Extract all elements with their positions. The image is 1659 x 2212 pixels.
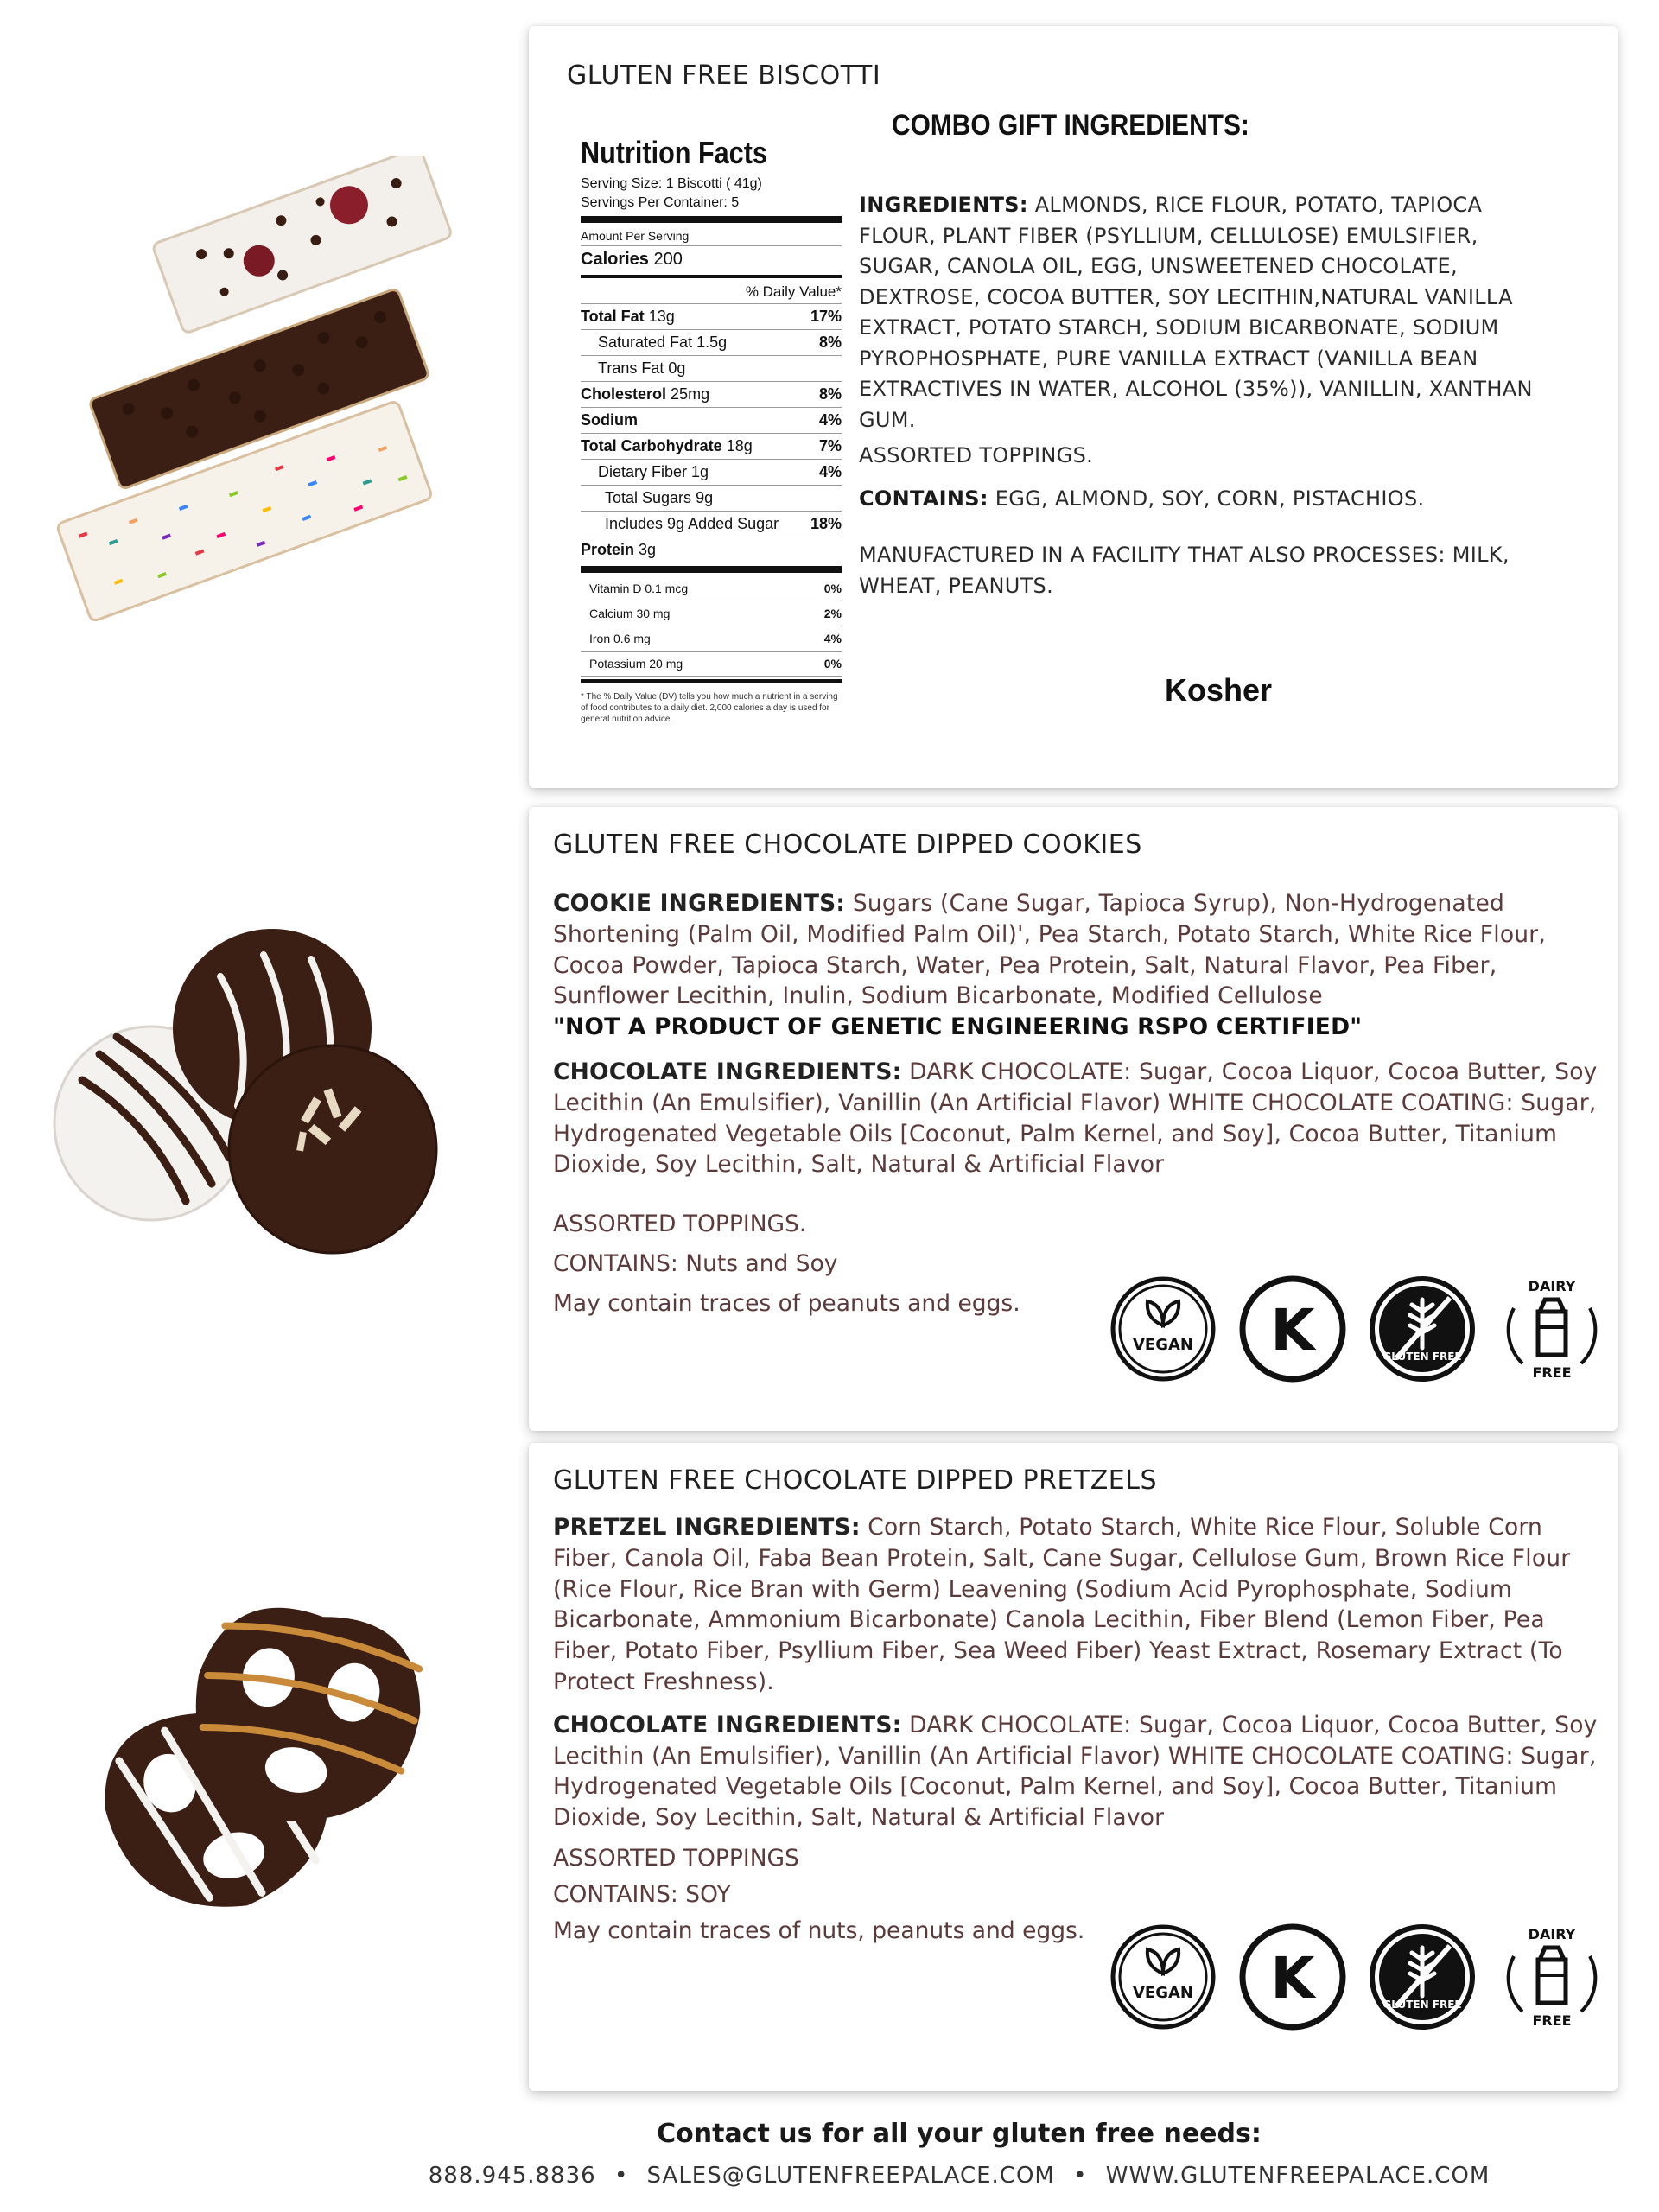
combo-gift-title: COMBO GIFT INGREDIENTS:: [892, 109, 1249, 142]
nutrition-footnote: * The % Daily Value (DV) tells you how much a nutrient in a serving of food contributes to a daily diet. 2,000 calories a day is used for general nutrition advice.: [581, 692, 838, 724]
certification-badges: [1108, 1922, 1607, 2032]
svg-text:FREE: FREE: [1532, 2012, 1572, 2029]
biscotti-title: GLUTEN FREE BISCOTTI: [567, 60, 881, 91]
contains-text: CONTAINS: Nuts and Soy: [553, 1250, 838, 1277]
assorted-toppings: ASSORTED TOPPINGS.: [553, 1211, 807, 1237]
contact-details: [0, 2163, 1659, 2189]
pretzels-title: GLUTEN FREE CHOCOLATE DIPPED PRETZELS: [553, 1465, 1158, 1496]
chocolate-ingredients-text: DARK CHOCOLATE: Sugar, Cocoa Liquor, Cocoa Butter, Soy Lecithin (An Emulsifier), Vanillin (An Artificial Flavor) WHITE CHOCOLATE COATING: Sugar, Hydrogenated Vegetable Oils [Coconut, Palm Kernel, and Soy], Cocoa Butter, Titanium Dioxide, Soy Lecithin, Salt, Natural & Artificial Flavor: [553, 1058, 1598, 1179]
nutrient-row: Saturated Fat 1.5g 8%: [581, 330, 842, 356]
gluten-free-badge-icon: [1367, 1922, 1478, 2032]
serving-size: Serving Size: 1 Biscotti ( 41g): [581, 176, 762, 191]
vegan-badge-icon: [1108, 1274, 1218, 1384]
svg-text:DAIRY: DAIRY: [1528, 1926, 1576, 1942]
svg-text:FREE: FREE: [1532, 1364, 1572, 1381]
nutrition-facts-title: Nutrition Facts: [581, 135, 767, 170]
separator: •: [613, 2163, 629, 2189]
svg-text:DAIRY: DAIRY: [1528, 1278, 1576, 1294]
phone-link[interactable]: 888.945.8836: [428, 2163, 596, 2189]
nutrient-row: Total Fat 13g 17%: [581, 304, 842, 330]
cookies-card: [529, 807, 1618, 1431]
svg-text:VEGAN: VEGAN: [1133, 1336, 1193, 1354]
traces-warning: May contain traces of nuts, peanuts and eggs.: [553, 1917, 1085, 1944]
rspo-statement: "NOT A PRODUCT OF GENETIC ENGINEERING RSPO CERTIFIED": [553, 1014, 1363, 1041]
vitamin-row: Potassium 20 mg 0%: [581, 652, 842, 677]
contains-label: CONTAINS:: [859, 486, 988, 511]
cookies-title: GLUTEN FREE CHOCOLATE DIPPED COOKIES: [553, 830, 1142, 860]
vitamin-row: Iron 0.6 mg 4%: [581, 626, 842, 652]
dairy-free-badge-icon: [1497, 1274, 1607, 1384]
svg-text:K: K: [1270, 1945, 1315, 2012]
svg-text:VEGAN: VEGAN: [1133, 1984, 1193, 2002]
chocolate-ingredients-text: DARK CHOCOLATE: Sugar, Cocoa Liquor, Cocoa Butter, Soy Lecithin (An Emulsifier), Vanillin (An Artificial Flavor) WHITE CHOCOLATE COATING: Sugar, Hydrogenated Vegetable Oils [Coconut, Palm Kernel, and Soy], Cocoa Butter, Titanium Dioxide, Soy Lecithin, Salt, Natural & Artificial Flavor: [553, 1711, 1598, 1832]
amount-per-serving: Amount Per Serving: [581, 226, 842, 246]
ingredients-text: ALMONDS, RICE FLOUR, POTATO, TAPIOCA FLOUR, PLANT FIBER (PSYLLIUM, CELLULOSE) EMULSIFIER, SUGAR, CANOLA OIL, EGG, UNSWEETENED CHOCOLATE, DEXTROSE, COCOA BUTTER, SOY LECITHIN,NATURAL VANILLA EXTRACT, POTATO STARCH, SODIUM BICARBONATE, SODIUM PYROPHOSPHATE, PURE VANILLA EXTRACT (VANILLA BEAN EXTRACTIVES IN WATER, ALCOHOL (35%)), VANILLIN, XANTHAN GUM.: [859, 193, 1533, 432]
daily-value-header: % Daily Value*: [581, 281, 842, 304]
dairy-free-badge-icon: [1497, 1922, 1607, 2032]
chocolate-pretzels-image: [86, 1547, 449, 1944]
separator: •: [1073, 2163, 1088, 2189]
chocolate-cookies-image: [48, 907, 471, 1279]
website-link[interactable]: WWW.GLUTENFREEPALACE.COM: [1105, 2163, 1491, 2189]
biscotti-image: [43, 156, 493, 622]
facility-warning: MANUFACTURED IN A FACILITY THAT ALSO PROCESSES: MILK, WHEAT, PEANUTS.: [859, 543, 1510, 598]
kosher-label: Kosher: [1165, 672, 1273, 708]
biscotti-ingredients: [859, 190, 1550, 607]
gluten-free-badge-icon: [1367, 1274, 1478, 1384]
nutrient-row: Sodium 4%: [581, 408, 842, 434]
vitamin-row: Vitamin D 0.1 mcg 0%: [581, 576, 842, 601]
pretzels-ingredients: [553, 1512, 1599, 1847]
vitamin-row: Calcium 30 mg 2%: [581, 601, 842, 626]
traces-warning: May contain traces of peanuts and eggs.: [553, 1290, 1020, 1317]
nutrient-row: Total Sugars 9g: [581, 486, 842, 512]
calories-row: [581, 246, 842, 272]
nutrient-row: Cholesterol 25mg 8%: [581, 382, 842, 408]
nutrient-row: Total Carbohydrate 18g 7%: [581, 434, 842, 460]
chocolate-ingredients-label: CHOCOLATE INGREDIENTS:: [553, 1058, 902, 1085]
calories-label: Calories: [581, 250, 649, 269]
nutrient-row: Dietary Fiber 1g 4%: [581, 460, 842, 486]
pretzels-allergens: [553, 1840, 1084, 1949]
contains-text: CONTAINS: SOY: [553, 1881, 731, 1908]
pretzels-card: [529, 1443, 1618, 2091]
contains-text: EGG, ALMOND, SOY, CORN, PISTACHIOS.: [995, 486, 1425, 511]
cookies-allergens: [553, 1205, 1020, 1324]
svg-text:GLUTEN FREE: GLUTEN FREE: [1382, 1999, 1462, 2011]
servings-per-container: Servings Per Container: 5: [581, 195, 740, 210]
vegan-badge-icon: [1108, 1922, 1218, 2032]
chocolate-ingredients-label: CHOCOLATE INGREDIENTS:: [553, 1711, 902, 1738]
nutrient-row: Includes 9g Added Sugar 18%: [581, 512, 842, 537]
nutrient-row: Protein 3g: [581, 541, 657, 558]
pretzel-ingredients-label: PRETZEL INGREDIENTS:: [553, 1514, 861, 1541]
biscotti-card: [529, 26, 1618, 788]
cookie-ingredients-label: COOKIE INGREDIENTS:: [553, 890, 846, 917]
contact-heading: Contact us for all your gluten free needs:: [657, 2119, 1262, 2149]
certification-badges: [1108, 1274, 1607, 1384]
nutrient-row: Trans Fat 0g: [581, 356, 842, 382]
pretzel-ingredients-text: Corn Starch, Potato Starch, White Rice Flour, Soluble Corn Fiber, Canola Oil, Faba Bean Protein, Salt, Cane Sugar, Cellulose Gum, Brown Rice Flour (Rice Flour, Rice Bran with Germ) Leavening (Sodium Acid Pyrophosphate, Sodium Bicarbonate, Ammonium Bicarbonate) Canola Lecithin, Fiber Blend (Lemon Fiber, Pea Fiber, Potato Fiber, Psyllium Fiber, Sea Weed Fiber) Yeast Extract, Rosemary Extract (To Protect Freshness).: [553, 1514, 1571, 1695]
assorted-toppings: ASSORTED TOPPINGS.: [859, 443, 1094, 467]
calories-value: 200: [653, 250, 683, 269]
nutrition-facts-panel: [581, 135, 842, 725]
ingredients-label: INGREDIENTS:: [859, 193, 1028, 217]
email-link[interactable]: SALES@GLUTENFREEPALACE.COM: [646, 2163, 1055, 2189]
assorted-toppings: ASSORTED TOPPINGS: [553, 1845, 799, 1872]
kosher-badge-icon: [1237, 1922, 1348, 2032]
svg-text:K: K: [1270, 1297, 1315, 1363]
cookie-ingredients-text: Sugars (Cane Sugar, Tapioca Syrup), Non-Hydrogenated Shortening (Palm Oil, Modified Palm Oil)', Pea Starch, Potato Starch, White Rice Flour, Cocoa Powder, Tapioca Starch, Water, Pea Protein, Salt, Natural Flavor, Pea Fiber, Sunflower Lecithin, Inulin, Sodium Bicarbonate, Modified Cellulose: [553, 890, 1546, 1010]
svg-text:GLUTEN FREE: GLUTEN FREE: [1382, 1351, 1462, 1363]
kosher-badge-icon: [1237, 1274, 1348, 1384]
cookies-ingredients: [553, 888, 1599, 1194]
